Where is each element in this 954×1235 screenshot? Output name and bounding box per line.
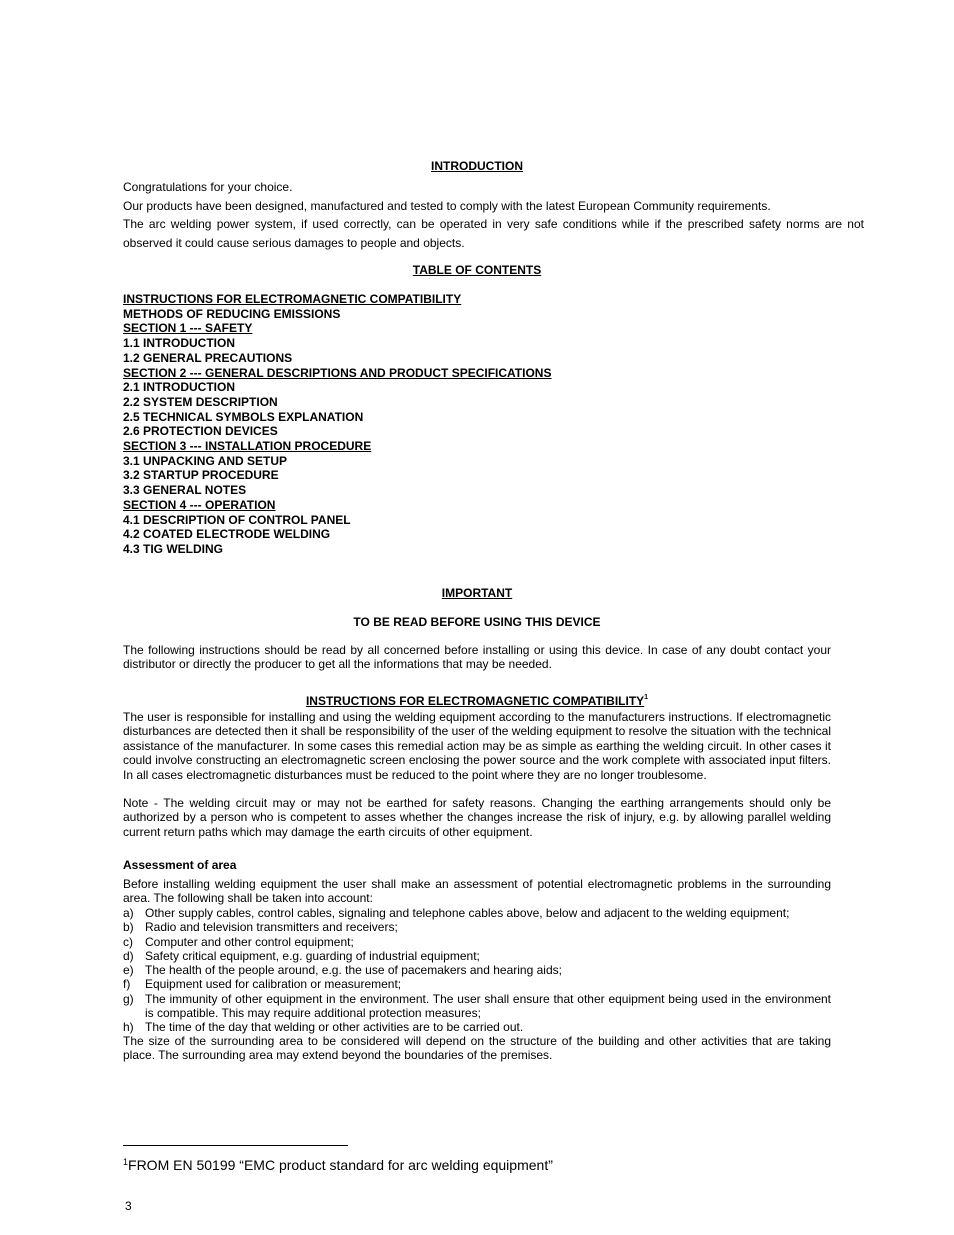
introduction-text <box>123 178 864 252</box>
introduction-title: INTRODUCTION <box>431 159 523 173</box>
introduction-line: Congratulations for your choice. <box>123 180 293 194</box>
emc-title <box>123 690 831 709</box>
emc-note: Note - The welding circuit may or may not be earthed for safety reasons. Changing the earthing arrangements should only be authorized by a person who is competent to asses whether the changes increase the risk of injury, e.g. by allowing parallel welding current return paths which may damage the earth circuits of other equipment. <box>123 796 831 839</box>
footnote-mark: 1 <box>123 1157 129 1167</box>
assessment-title: Assessment of area <box>123 858 237 872</box>
list-marker: f) <box>123 977 131 992</box>
introduction-line: The arc welding power system, if used correctly, can be operated in very safe conditions while if the prescribed safety norms are not observed it could cause serious damages to people and objects. <box>123 217 864 250</box>
emc-title-text: INSTRUCTIONS FOR ELECTROMAGNETIC COMPATIBILITY <box>305 694 645 708</box>
list-text: Radio and television transmitters and receivers; <box>145 920 398 935</box>
emc-paragraph: The user is responsible for installing and using the welding equipment according to the manufacturers instructions. If electromagnetic disturbances are detected then it shall be responsibility of the user of the welding equipment to resolve the situation with the technical assistance of the manufacturer. In some cases this remedial action may be as simple as earthing the welding circuit. In other cases it could involve constructing an electromagnetic screen enclosing the power source and the work complete with associated input filters. In all cases electromagnetic disturbances must be reduced to the point where they are no longer troublesome. <box>123 710 831 782</box>
footnote <box>123 1153 553 1174</box>
list-marker: a) <box>123 906 134 920</box>
list-item <box>123 963 831 977</box>
list-text: The time of the day that welding or other activities are to be carried out. <box>145 1020 524 1035</box>
table-of-contents <box>123 292 831 557</box>
list-item <box>123 1020 831 1034</box>
list-text: The health of the people around, e.g. the use of pacemakers and hearing aids; <box>145 963 562 978</box>
list-text: Equipment used for calibration or measurement; <box>145 977 402 992</box>
list-marker: h) <box>123 1020 134 1035</box>
introduction-line: Our products have been designed, manufactured and tested to comply with the latest European Community requirements. <box>123 198 771 213</box>
toc-item: 1.1 INTRODUCTION <box>123 336 236 351</box>
toc-item: 3.1 UNPACKING AND SETUP <box>123 453 288 468</box>
list-item <box>123 935 831 949</box>
important-title: IMPORTANT <box>441 586 513 600</box>
list-marker: d) <box>123 948 134 963</box>
toc-item: INSTRUCTIONS FOR ELECTROMAGNETIC COMPATIBILITY <box>123 292 462 306</box>
important-subtitle: TO BE READ BEFORE USING THIS DEVICE <box>353 615 601 629</box>
toc-item: 1.2 GENERAL PRECAUTIONS <box>123 350 293 365</box>
toc-item: 4.2 COATED ELECTRODE WELDING <box>123 527 331 542</box>
list-text: The immunity of other equipment in the environment. The user shall ensure that other equipment being used in the environment is compatible. This may require additional protection measures; <box>145 991 831 1021</box>
toc-title: TABLE OF CONTENTS <box>412 263 542 277</box>
toc-item: 4.3 TIG WELDING <box>123 541 224 556</box>
toc-item: SECTION 3 --- INSTALLATION PROCEDURE <box>123 439 372 454</box>
list-text: Safety critical equipment, e.g. guarding of industrial equipment; <box>145 948 480 963</box>
footnote-divider <box>123 1145 348 1146</box>
toc-item: 2.5 TECHNICAL SYMBOLS EXPLANATION <box>123 409 364 424</box>
assessment-closing: The size of the surrounding area to be considered will depend on the structure of the building and other activities that are taking place. The surrounding area may extend beyond the boundaries of the premises. <box>123 1034 831 1063</box>
list-item <box>123 906 831 920</box>
toc-item: 3.3 GENERAL NOTES <box>123 483 247 498</box>
important-paragraph: The following instructions should be read by all concerned before installing or using this device. In case of any doubt contact your distributor or directly the producer to get all the informations that may be needed. <box>123 643 831 672</box>
list-marker: b) <box>123 920 134 935</box>
list-text: Computer and other control equipment; <box>145 934 354 949</box>
assessment-intro: Before installing welding equipment the user shall make an assessment of potential electromagnetic problems in the surrounding area. The following shall be taken into account: <box>123 877 831 906</box>
footnote-text: FROM EN 50199 “EMC product standard for arc welding equipment” <box>128 1157 553 1173</box>
list-text: Other supply cables, control cables, signaling and telephone cables above, below and adjacent to the welding equipment; <box>145 906 790 920</box>
toc-item: METHODS OF REDUCING EMISSIONS <box>123 306 341 321</box>
list-marker: g) <box>123 991 134 1006</box>
toc-item: 3.2 STARTUP PROCEDURE <box>123 468 279 483</box>
assessment-list <box>123 906 831 1035</box>
list-item <box>123 920 831 934</box>
list-item <box>123 992 831 1021</box>
list-item <box>123 977 831 991</box>
toc-item: SECTION 4 --- OPERATION <box>123 497 276 512</box>
toc-item: SECTION 2 --- GENERAL DESCRIPTIONS AND PRODUCT SPECIFICATIONS <box>123 365 552 380</box>
list-item <box>123 949 831 963</box>
list-marker: e) <box>123 963 134 978</box>
list-marker: c) <box>123 934 133 949</box>
footnote-ref: 1 <box>644 694 649 701</box>
page-number: 3 <box>125 1199 132 1213</box>
toc-item: 2.6 PROTECTION DEVICES <box>123 424 278 439</box>
toc-item: SECTION 1 --- SAFETY <box>123 321 253 336</box>
toc-item: 4.1 DESCRIPTION OF CONTROL PANEL <box>123 512 351 527</box>
toc-item: 2.1 INTRODUCTION <box>123 380 236 395</box>
toc-item: 2.2 SYSTEM DESCRIPTION <box>123 394 278 409</box>
